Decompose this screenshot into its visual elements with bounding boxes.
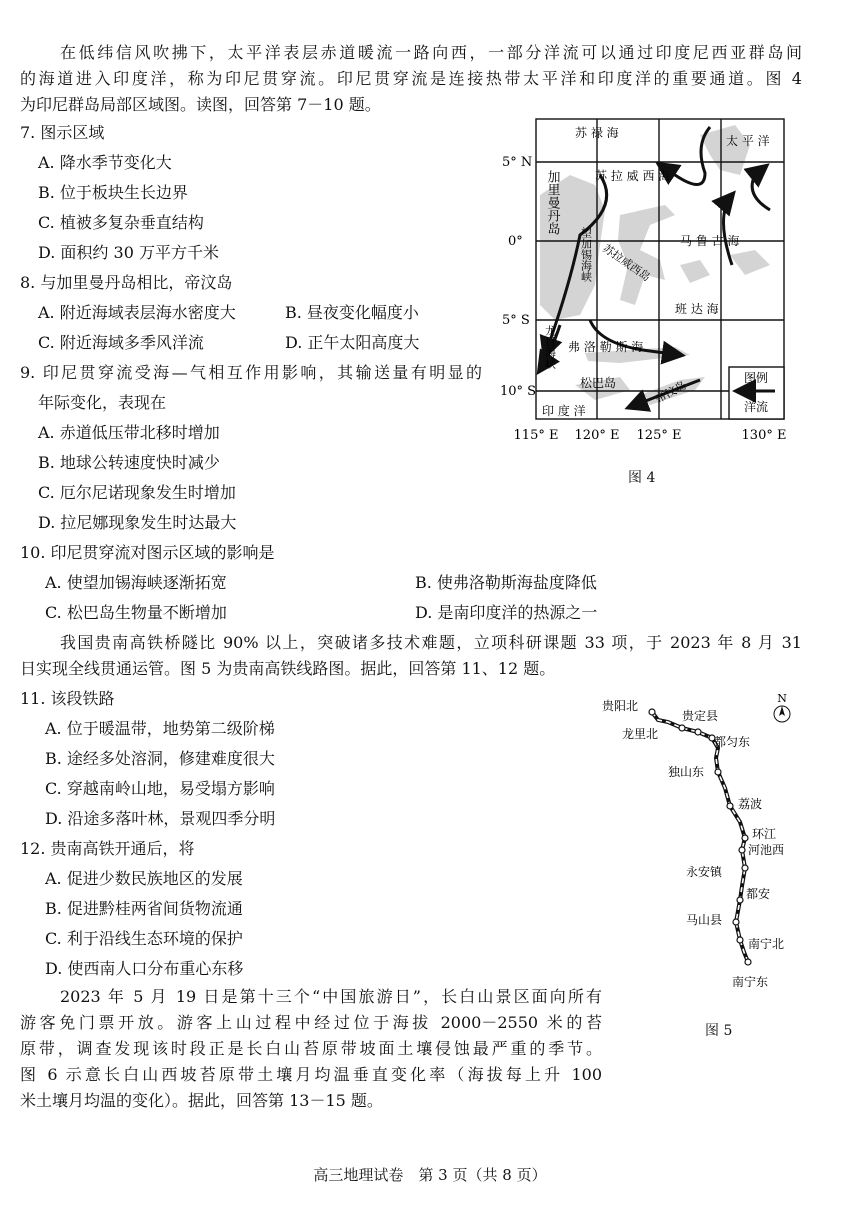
intro3-line1: 2023 年 5 月 19 日是第十三个“中国旅游日”，长白山景区面向所有: [60, 987, 602, 1006]
station-huanjiang: 环江: [752, 827, 777, 841]
station-guiyang-bei: 贵阳北: [602, 699, 639, 713]
lat-5n: 5° N: [502, 155, 533, 170]
label-indian-ocean: 印 度 洋: [542, 404, 586, 418]
q7-option-a: A. 降水季节变化大: [38, 153, 172, 172]
intro3-line2: 游客免门票开放。游客上山过程中经过位于海拔 2000－2550 米的苔: [20, 1013, 602, 1032]
label-sulawesi: 苏拉威西岛: [600, 241, 653, 285]
intro2-line2: 日实现全线贯通运管。图 5 为贵南高铁线路图。据此，回答第 11、12 题。: [20, 659, 556, 678]
station-nanning-bei: 南宁北: [748, 937, 785, 951]
label-flores-sea: 弗 洛 勒 斯 海: [568, 340, 644, 354]
q11-option-c: C. 穿越南岭山地，易受塌方影响: [45, 779, 275, 798]
label-banda-sea: 班 达 海: [675, 302, 719, 316]
q12-option-b: B. 促进黔桂两省间货物流通: [45, 899, 243, 918]
station-guiding: 贵定县: [682, 709, 719, 723]
svg-text:N: N: [777, 692, 787, 705]
legend-title: 图例: [743, 371, 769, 385]
fig5-caption: 图 5: [705, 1023, 733, 1039]
q12-stem: 12. 贵南高铁开通后，将: [20, 839, 195, 858]
q9-stem-line2: 年际变化，表现在: [38, 393, 167, 412]
north-arrow-icon: [774, 692, 790, 722]
station-dushan-dong: 独山东: [668, 765, 705, 779]
q9-stem-line1: 9. 印尼贯穿流受海—气相互作用影响，其输送量有明显的: [20, 363, 482, 382]
station-mashan: 马山县: [686, 913, 723, 927]
station-labels: [602, 698, 784, 989]
q12-option-d: D. 使西南人口分布重心东移: [45, 959, 244, 978]
q10-option-a: A. 使望加锡海峡逐渐拓宽: [45, 573, 227, 592]
q8-option-c: C. 附近海域多季风洋流: [38, 333, 204, 352]
lon-120: 120° E: [574, 428, 620, 443]
label-makassar-strait: 望加锡海峡: [579, 227, 593, 282]
station-nanning-dong: 南宁东: [732, 975, 769, 989]
q8-option-b: B. 昼夜变化幅度小: [285, 303, 419, 322]
label-pacific: 太 平 洋: [726, 134, 770, 148]
intro2-line1: 我国贵南高铁桥隧比 90% 以上，突破诸多技术难题，立项科研课题 33 项，于 2023 年 8 月 31: [60, 633, 802, 652]
lat-0: 0°: [508, 234, 523, 249]
intro3-line3: 原带，调查发现该时段正是长白山苔原带坡面土壤侵蚀最严重的季节。: [20, 1039, 602, 1058]
q9-option-a: A. 赤道低压带北移时增加: [38, 423, 220, 442]
q11-option-a: A. 位于暖温带，地势第二级阶梯: [45, 719, 275, 738]
intro3-line4: 图 6 示意长白山西坡苔原带土壤月均温垂直变化率（海拔每上升 100: [20, 1065, 602, 1084]
q7-option-c: C. 植被多复杂垂直结构: [38, 213, 204, 232]
label-molucca-sea: 马 鲁 古 海: [680, 234, 740, 248]
station-duan: 都安: [746, 887, 771, 901]
q12-option-a: A. 促进少数民族地区的发展: [45, 869, 243, 888]
page-footer: 高三地理试卷 第 3 页（共 8 页）: [313, 1166, 547, 1184]
q9-option-c: C. 厄尔尼诺现象发生时增加: [38, 483, 236, 502]
lat-10s: 10° S: [500, 384, 537, 399]
q10-option-c: C. 松巴岛生物量不断增加: [45, 603, 227, 622]
q7-option-d: D. 面积约 30 万平方千米: [38, 243, 219, 262]
intro3-line5: 米土壤月均温的变化）。据此，回答第 13－15 题。: [20, 1091, 383, 1110]
q11-option-d: D. 沿途多落叶林，景观四季分明: [45, 809, 276, 828]
station-libo: 荔波: [738, 797, 763, 811]
q7-stem: 7. 图示区域: [20, 123, 105, 142]
lat-labels: [500, 155, 536, 399]
q8-stem: 8. 与加里曼丹岛相比，帝汶岛: [20, 273, 233, 292]
indonesia-map: [500, 115, 800, 455]
lon-115: 115° E: [513, 428, 559, 443]
station-yonganzhen: 永安镇: [686, 865, 723, 879]
q10-option-b: B. 使弗洛勒斯海盐度降低: [415, 573, 597, 592]
label-celebes-sea: 苏 拉 威 西 海: [595, 169, 671, 183]
intro1-line2: 的海道进入印度洋，称为印尼贯穿流。印尼贯穿流是连接热带太平洋和印度洋的重要通道。图 4: [20, 69, 802, 88]
q10-option-d: D. 是南印度洋的热源之一: [415, 603, 598, 622]
label-sulu-sea: 苏 禄 海: [575, 126, 619, 140]
station-longli-bei: 龙里北: [622, 727, 659, 741]
legend-item: 洋流: [743, 400, 769, 414]
label-kalimantan: 加里曼丹岛: [544, 170, 560, 235]
lon-125: 125° E: [636, 428, 682, 443]
q10-stem: 10. 印尼贯穿流对图示区域的影响是: [20, 543, 275, 562]
railway-map: [590, 690, 805, 1010]
intro1-line1: 在低纬信风吹拂下，太平洋表层赤道暖流一路向西，一部分洋流可以通过印度尼西亚群岛间: [60, 43, 802, 62]
q11-option-b: B. 途经多处溶洞，修建难度很大: [45, 749, 275, 768]
label-timor: 帝汶岛: [653, 378, 689, 406]
q8-option-a: A. 附近海域表层海水密度大: [38, 303, 236, 322]
q9-option-d: D. 拉尼娜现象发生时达最大: [38, 513, 237, 532]
station-hechi-xi: 河池西: [748, 843, 785, 857]
q9-option-b: B. 地球公转速度快时减少: [38, 453, 220, 472]
fig4-caption: 图 4: [628, 470, 656, 486]
lat-5s: 5° S: [502, 313, 530, 328]
q7-option-b: B. 位于板块生长边界: [38, 183, 188, 202]
label-lombok-strait: 龙目海峡: [543, 325, 557, 369]
q12-option-c: C. 利于沿线生态环境的保护: [45, 929, 243, 948]
station-duyun-dong: 都匀东: [714, 735, 751, 749]
lon-labels: [514, 428, 787, 443]
intro1-line3: 为印尼群岛局部区域图。读图，回答第 7－10 题。: [20, 95, 381, 114]
label-sumba: 松巴岛: [580, 376, 617, 390]
lon-130: 130° E: [741, 428, 787, 443]
q8-option-d: D. 正午太阳高度大: [285, 333, 420, 352]
q11-stem: 11. 该段铁路: [20, 689, 115, 708]
